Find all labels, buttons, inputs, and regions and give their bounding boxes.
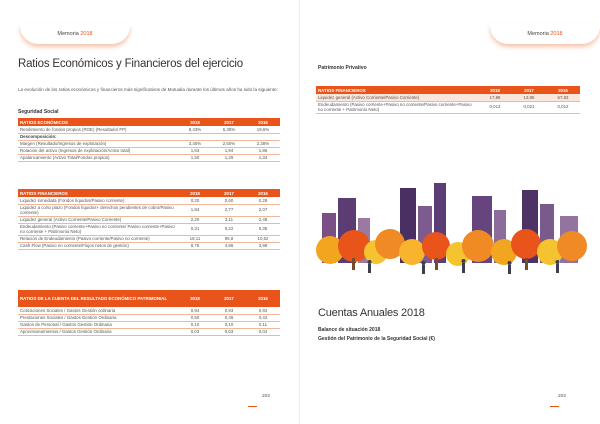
- row-label: Apalancamiento (Activo Total/Fondos propios): [18, 154, 178, 161]
- table-header-row: [316, 86, 580, 94]
- balance-subtitle: Balance de situación 2018: [318, 327, 381, 333]
- table-row: [18, 126, 280, 133]
- table-header: 2017: [212, 290, 246, 307]
- row-value: 0,35: [246, 223, 280, 235]
- section-heading: Seguridad Social: [18, 109, 59, 115]
- row-label: Rotación del activo (Ingresos de explotación/Activo total): [18, 147, 178, 154]
- table-row: [18, 328, 280, 335]
- row-value: 3,11: [212, 216, 246, 223]
- table-header: 2018: [178, 290, 212, 307]
- table-row: [18, 321, 280, 328]
- row-value: 0,013: [478, 101, 512, 113]
- row-value: 2,07: [246, 204, 280, 216]
- row-label: Aprovisionamientos / Gastos Gestión Ordinaria: [18, 328, 178, 335]
- table-header-row: [18, 189, 280, 197]
- header-tab: [490, 24, 600, 44]
- row-label: Prestaciones Sociales / Gastos Gestión Ordinaria: [18, 314, 178, 321]
- table-row: [18, 235, 280, 242]
- table-header: RATIOS FINANCIEROS: [18, 189, 178, 197]
- table-row: [18, 307, 280, 314]
- page-number: 202: [558, 394, 567, 399]
- row-value: 0,60: [212, 197, 246, 204]
- table-header: 2017: [512, 86, 546, 94]
- page-number-accent: [550, 406, 559, 407]
- table-header: 2017: [212, 189, 246, 197]
- row-label: Gastos de Personal / Gastos Gestión Ordinaria: [18, 321, 178, 328]
- row-label: Cotizaciones Sociales / Gastos Gestión ordinaria: [18, 307, 178, 314]
- row-value: 1,84: [178, 204, 212, 216]
- row-value: 0,28: [246, 197, 280, 204]
- row-value: 0,10: [178, 321, 212, 328]
- row-value: 0,22: [212, 223, 246, 235]
- economic-ratios-table: [18, 118, 280, 162]
- row-value: 0,94: [178, 307, 212, 314]
- row-label: Liquidez a corto plazo (Fondos líquidos+ derechos pendientes de cobro/Pasivo corriente): [18, 204, 178, 216]
- row-label: Cash Flow (Pasivo no corriente/Flujos netos de gestión): [18, 242, 178, 249]
- table-row: [18, 314, 280, 321]
- management-subtitle: Gestión del Patrimonio de la Seguridad Social (€): [318, 336, 435, 342]
- row-value: 0,04: [246, 328, 280, 335]
- row-value: 2,50%: [212, 140, 246, 147]
- row-value: [212, 133, 246, 140]
- row-value: 0,92: [246, 307, 280, 314]
- annual-accounts-title: Cuentas Anuales 2018: [318, 307, 425, 319]
- table-header: 2018: [178, 189, 212, 197]
- row-value: 8,75: [178, 242, 212, 249]
- row-value: 0,11: [246, 321, 280, 328]
- table-row: [18, 140, 280, 147]
- row-value: 2,48: [246, 216, 280, 223]
- table-header: 2016: [246, 189, 280, 197]
- table-header-row: [18, 118, 280, 126]
- row-value: 3,45%: [178, 140, 212, 147]
- table-header: 2016: [546, 86, 580, 94]
- row-label: Relación de Endeudamiento (Pasivo corriente/Pasivo no corriente): [18, 235, 178, 242]
- table-row: [18, 154, 280, 161]
- row-value: 67,63: [546, 94, 580, 101]
- row-value: 1,86: [246, 147, 280, 154]
- row-label: Descomposición:: [18, 133, 178, 140]
- row-label: Liquidez general (Activo Corriente/Pasivo Corriente): [18, 216, 178, 223]
- page-title: Ratios Económicos y Financieros del ejercicio: [18, 58, 243, 70]
- table-header-row: [18, 290, 280, 307]
- row-value: 17,86: [478, 94, 512, 101]
- table-header: 2016: [246, 290, 280, 307]
- row-label: Endeudamiento (Pasivo corriente+Pasivo no corriente/ Pasivo corriente+Pasivo no corriente + Patrimonio Neto): [18, 223, 178, 235]
- row-value: 0,03: [212, 328, 246, 335]
- row-value: 1,94: [212, 147, 246, 154]
- city-park-illustration: [312, 168, 590, 288]
- row-value: 0,03: [178, 328, 212, 335]
- table-header: RATIOS DE LA CUENTA DEL RESULTADO ECONÓMICO PATRIMONIAL: [18, 290, 178, 307]
- result-ratios-table: [18, 290, 280, 336]
- table-row: [18, 147, 280, 154]
- header-year: 2018: [80, 31, 93, 37]
- row-value: 18,11: [178, 235, 212, 242]
- row-value: 10,62: [246, 235, 280, 242]
- row-value: 0,012: [546, 101, 580, 113]
- row-value: 6,35%: [212, 126, 246, 133]
- section-heading: Patrimonio Privativo: [318, 65, 367, 71]
- row-value: 0,42: [246, 314, 280, 321]
- row-label: Liquidez inmediata (Fondos líquidos/Pasivo corriente): [18, 197, 178, 204]
- table-header: RATIOS FINANCIEROS: [316, 86, 478, 94]
- header-label: Memoria: [57, 31, 79, 37]
- page-number: 202: [262, 394, 271, 399]
- intro-paragraph: La evolución de los ratios económicos y financieros más significativos de Mutualia durante los últimos años ha sido la siguiente:: [18, 87, 278, 92]
- row-value: 1,29: [212, 154, 246, 161]
- row-value: [246, 133, 280, 140]
- table-row: [18, 216, 280, 223]
- table-row: [18, 242, 280, 249]
- table-header: 2017: [212, 118, 246, 126]
- row-value: 95,8: [212, 235, 246, 242]
- row-label: Margen (Resultado/Ingresos de explotación): [18, 140, 178, 147]
- row-value: 0,20: [178, 197, 212, 204]
- table-row: [316, 101, 580, 113]
- row-value: 19,6%: [246, 126, 280, 133]
- table-row: [18, 204, 280, 216]
- ground: [312, 268, 590, 288]
- table-header: 2018: [178, 118, 212, 126]
- row-value: 2,38%: [246, 140, 280, 147]
- row-value: 8,43%: [178, 126, 212, 133]
- right-page: [300, 0, 600, 424]
- row-value: 2,20: [178, 216, 212, 223]
- table-row: [18, 223, 280, 235]
- row-value: 2,77: [212, 204, 246, 216]
- row-value: 0,31: [178, 223, 212, 235]
- row-value: 0,10: [212, 321, 246, 328]
- row-value: 0,93: [212, 307, 246, 314]
- row-value: 0,021: [512, 101, 546, 113]
- financial-ratios-table: [18, 189, 280, 250]
- header-year: 2018: [550, 31, 563, 37]
- private-equity-ratios-table: [316, 86, 580, 114]
- row-value: [178, 133, 212, 140]
- page-number-accent: [248, 406, 257, 407]
- table-header: 2018: [478, 86, 512, 94]
- row-value: 0,46: [212, 314, 246, 321]
- table-row: [18, 197, 280, 204]
- table-row: [18, 133, 280, 140]
- header-label: Memoria: [527, 31, 549, 37]
- row-value: 3,98: [246, 242, 280, 249]
- table-row: [316, 94, 580, 101]
- row-value: 1,34: [246, 154, 280, 161]
- table-header: 2016: [246, 118, 280, 126]
- row-value: 1,50: [178, 154, 212, 161]
- row-value: 13,95: [512, 94, 546, 101]
- table-header: RATIOS ECONÓMICOS: [18, 118, 178, 126]
- row-value: 1,63: [178, 147, 212, 154]
- row-label: Rendimiento de fondos propios (ROE) (Resultado/ FP): [18, 126, 178, 133]
- row-label: Liquidez general (Activo Corriente/Pasivo Corriente): [316, 94, 478, 101]
- row-value: 0,50: [178, 314, 212, 321]
- row-label: Endeudamiento (Pasivo corriente+Pasivo no corriente/Pasivo corriente+Pasivo no corriente + Patrimonio Neto): [316, 101, 478, 113]
- row-value: 4,86: [212, 242, 246, 249]
- header-tab: [20, 24, 130, 44]
